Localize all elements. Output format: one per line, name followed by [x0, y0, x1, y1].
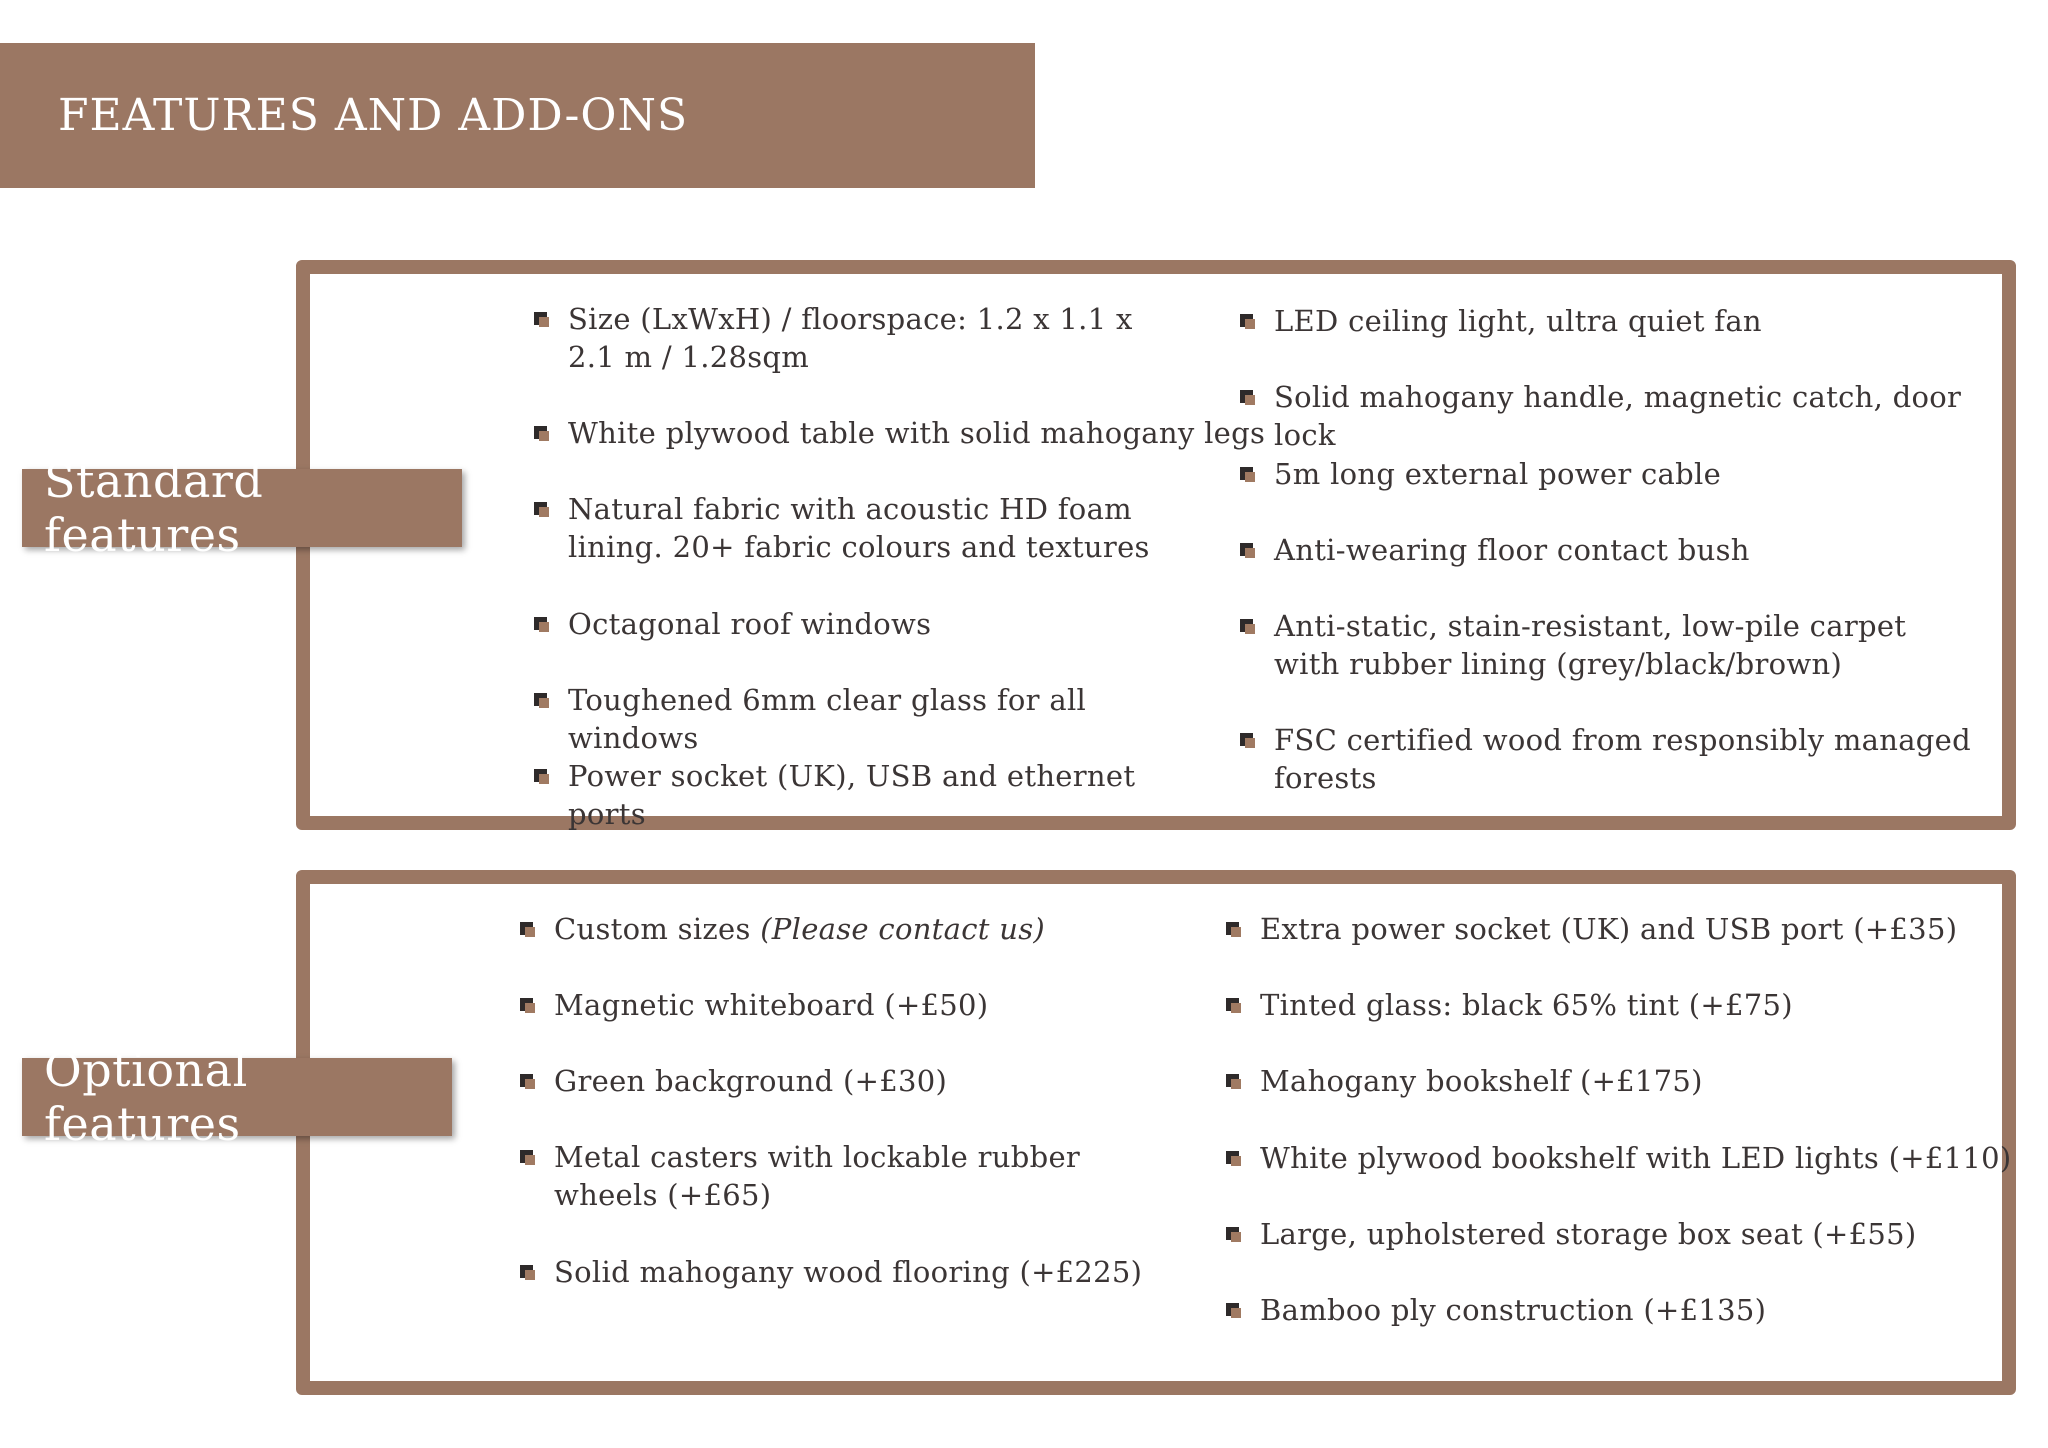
optional-features-label: Optional features	[22, 1058, 452, 1136]
list-item: Green background (+£30)	[520, 1062, 1194, 1100]
square-bullet-icon	[1226, 1074, 1241, 1089]
list-item: Tinted glass: black 65% tint (+£75)	[1226, 986, 2020, 1024]
square-bullet-icon	[520, 998, 535, 1013]
square-bullet-icon	[520, 922, 535, 937]
page-title: FEATURES AND ADD-ONS	[58, 90, 689, 141]
list-item: Anti-static, stain-resistant, low-pile carpet with rubber lining (grey/black/brown)	[1240, 607, 1974, 683]
square-bullet-icon	[534, 617, 549, 632]
list-item: Solid mahogany wood flooring (+£225)	[520, 1253, 1194, 1291]
list-item: Power socket (UK), USB and ethernet ports	[534, 757, 1208, 833]
square-bullet-icon	[1240, 314, 1255, 329]
list-item: Large, upholstered storage box seat (+£55)	[1226, 1215, 2020, 1253]
square-bullet-icon	[534, 693, 549, 708]
square-bullet-icon	[520, 1074, 535, 1089]
square-bullet-icon	[1226, 998, 1241, 1013]
list-item: Extra power socket (UK) and USB port (+£35)	[1226, 910, 2020, 948]
square-bullet-icon	[534, 426, 549, 441]
square-bullet-icon	[534, 769, 549, 784]
list-item: Metal casters with lockable rubber wheels (+£65)	[520, 1138, 1174, 1214]
list-item: Anti-wearing floor contact bush	[1240, 531, 2014, 569]
list-item: Toughened 6mm clear glass for all windows	[534, 681, 1208, 757]
standard-features-label: Standard features	[22, 469, 462, 547]
square-bullet-icon	[1240, 733, 1255, 748]
list-item: Mahogany bookshelf (+£175)	[1226, 1062, 2020, 1100]
list-item: 5m long external power cable	[1240, 455, 2014, 493]
list-item: Octagonal roof windows	[534, 605, 1208, 643]
square-bullet-icon	[1240, 543, 1255, 558]
list-item: White plywood bookshelf with LED lights (+£110)	[1226, 1139, 2020, 1177]
square-bullet-icon	[1240, 390, 1255, 405]
square-bullet-icon	[1226, 1227, 1241, 1242]
list-item: LED ceiling light, ultra quiet fan	[1240, 302, 2014, 340]
list-item: Custom sizes (Please contact us)	[520, 910, 1194, 948]
square-bullet-icon	[534, 502, 549, 517]
square-bullet-icon	[1226, 922, 1241, 937]
square-bullet-icon	[1240, 619, 1255, 634]
list-item: Bamboo ply construction (+£135)	[1226, 1291, 2020, 1329]
square-bullet-icon	[1240, 467, 1255, 482]
square-bullet-icon	[1226, 1151, 1241, 1166]
list-item: White plywood table with solid mahogany legs	[534, 414, 1288, 452]
list-item: FSC certified wood from responsibly managed forests	[1240, 721, 1974, 797]
list-item: Size (LxWxH) / floorspace: 1.2 x 1.1 x 2.1 m / 1.28sqm	[534, 300, 1188, 376]
list-item: Natural fabric with acoustic HD foam lining. 20+ fabric colours and textures	[534, 490, 1208, 566]
square-bullet-icon	[534, 312, 549, 327]
square-bullet-icon	[1226, 1303, 1241, 1318]
square-bullet-icon	[520, 1150, 535, 1165]
list-item: Solid mahogany handle, magnetic catch, door lock	[1240, 378, 2014, 454]
square-bullet-icon	[520, 1265, 535, 1280]
list-item: Magnetic whiteboard (+£50)	[520, 986, 1194, 1024]
